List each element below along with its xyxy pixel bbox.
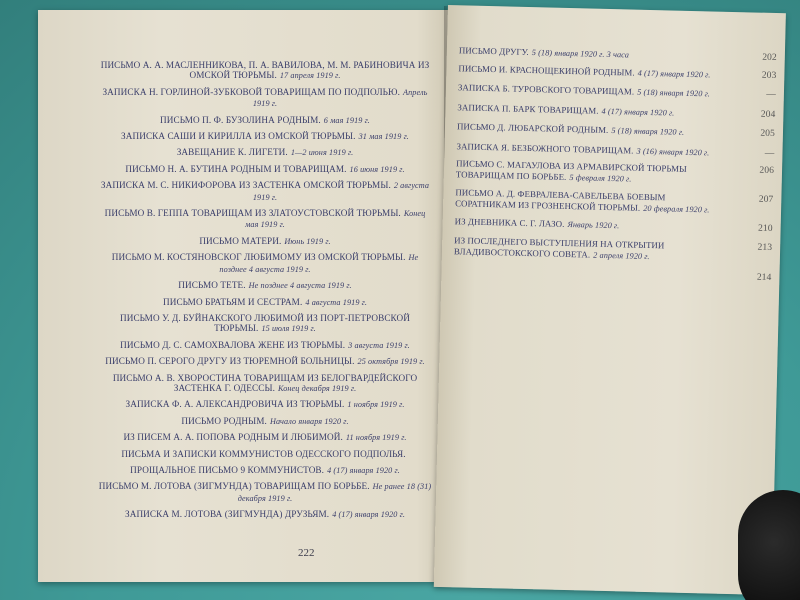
- page-folio: 222: [298, 547, 315, 559]
- toc-entry: [98, 208, 438, 231]
- toc-entry-date: 5 (18) января 1920 г.: [611, 125, 685, 137]
- toc-entry-date: Начало января 1920 г.: [269, 416, 349, 426]
- toc-entry-title: ПИСЬМО Д. ЛЮБАРСКОЙ РОДНЫМ.: [456, 120, 609, 135]
- toc-entry-date: 2 апреля 1920 г.: [593, 250, 650, 261]
- toc-entry-title: ПИСЬМО М. КОСТЯНОВСКОГ ЛЮБИМОМУ ИЗ ОМСКОЙ ТЮРЬМЫ.: [111, 252, 406, 263]
- toc-entry: [98, 115, 438, 126]
- toc-entry: [455, 120, 776, 139]
- toc-entry-title: ЗАПИСКА Ф. А. АЛЕКСАНДРОВИЧА ИЗ ТЮРЬМЫ.: [125, 399, 345, 410]
- toc-entry-date: 15 июля 1919 г.: [261, 324, 316, 334]
- toc-entry-title: ПИСЬМО Д. С. САМОХВАЛОВА ЖЕНЕ ИЗ ТЮРЬМЫ.: [120, 339, 346, 350]
- toc-entry-title: ПИСЬМО И. КРАСНОЩЕКИНОЙ РОДНЫМ.: [458, 63, 635, 78]
- toc-entry-title: ПИСЬМО БРАТЬЯМ И СЕСТРАМ.: [162, 296, 303, 307]
- toc-entry-date: 4 (17) января 1920 г.: [637, 69, 711, 80]
- toc-entry: [98, 509, 438, 520]
- toc-entry-date: 3 (16) января 1920 г.: [636, 146, 710, 158]
- toc-entry-title: ПИСЬМО А. Д. ФЕВРАЛЕВА-САВЕЛЬЕВА БОЕВЫМ СОРАТНИКАМ ИЗ ГРОЗНЕНСКОЙ ТЮРЬМЫ.: [455, 187, 666, 213]
- toc-entry: [98, 131, 438, 142]
- table-of-contents-right: [451, 45, 777, 291]
- toc-entry-title: ПИСЬМО РОДНЫМ.: [181, 415, 267, 426]
- toc-entry: [98, 481, 438, 504]
- toc-entry-title: ИЗ ПИСЕМ А. А. ПОПОВА РОДНЫМ И ЛЮБИМОЙ.: [123, 432, 343, 443]
- table-of-contents-left: [98, 60, 438, 526]
- toc-entry-date: 25 октября 1919 г.: [357, 357, 425, 367]
- toc-entry: [98, 373, 438, 395]
- toc-entry: [98, 164, 438, 175]
- toc-entry-title: ИЗ ПОСЛЕДНЕГО ВЫСТУПЛЕНИЯ НА ОТКРЫТИИ ВЛАДИВОСТОКСКОГО СОВЕТА.: [453, 235, 665, 260]
- toc-entry-date: Не ранее 18 (31) декабря 1919 г.: [237, 482, 432, 503]
- toc-entry: [453, 187, 774, 216]
- toc-entry-page: 205: [760, 128, 776, 139]
- toc-entry-title: ЗАПИСКА П. БАРК ТОВАРИЩАМ.: [457, 102, 599, 116]
- toc-entry: [98, 416, 438, 427]
- toc-entry-title: ЗАПИСКА САШИ И КИРИЛЛА ИЗ ОМСКОЙ ТЮРЬМЫ.: [121, 131, 356, 142]
- toc-entry: [98, 465, 438, 476]
- toc-entry-date: 3 августа 1919 г.: [348, 340, 410, 350]
- toc-entry-title: ПИСЬМО МАТЕРИ.: [199, 235, 282, 246]
- toc-entry-title: ЗАПИСКА Я. БЕЗБОЖНОГО ТОВАРИЩАМ.: [456, 141, 634, 156]
- toc-entry: [98, 236, 438, 247]
- toc-entry-date: Конец мая 1919 г.: [245, 209, 426, 230]
- toc-entry-date: 20 февраля 1920 г.: [643, 203, 710, 215]
- toc-entry: [456, 82, 777, 100]
- toc-entry-page: 204: [760, 109, 776, 121]
- left-page: [38, 10, 450, 582]
- toc-entry-page: 213: [757, 243, 773, 254]
- toc-entry: [98, 399, 438, 410]
- toc-entry-title: ПРОЩАЛЬНОЕ ПИСЬМО 9 КОММУНИСТОВ.: [130, 464, 325, 475]
- toc-entry-date: Июнь 1919 г.: [284, 236, 331, 246]
- toc-entry-date: 4 (17) января 1920 г.: [601, 107, 675, 118]
- toc-entry-date: 31 мая 1919 г.: [358, 132, 409, 142]
- toc-entry: [98, 252, 438, 275]
- toc-entry-title: ПИСЬМО П. СЕРОГО ДРУГУ ИЗ ТЮРЕМНОЙ БОЛЬНИЦЫ.: [105, 356, 355, 367]
- toc-entry-title: ПИСЬМО А. В. ХВОРОСТИНА ТОВАРИЩАМ ИЗ БЕЛОГВАРДЕЙСКОГО ЗАСТЕНКА Г. ОДЕССЫ.: [112, 372, 418, 393]
- toc-entry: [457, 45, 777, 64]
- toc-entry: [454, 158, 775, 188]
- toc-entry: [451, 265, 772, 284]
- toc-entry-date: Апрель 1919 г.: [252, 87, 428, 109]
- toc-entry-title: ПИСЬМО С. МАГАУЛОВА ИЗ АРМАВИРСКОЙ ТЮРЬМЫ ТОВАРИЩАМ ПО БОРЬБЕ.: [455, 158, 688, 182]
- toc-entry-page: 203: [761, 71, 777, 82]
- toc-entry: [98, 60, 438, 82]
- toc-entry-date: Не позднее 4 августа 1919 г.: [248, 281, 352, 291]
- toc-entry-title: ЗАПИСКА Н. ГОРЛИНОЙ-ЗУБКОВОЙ ТОВАРИЩАМ ПО ПОДПОЛЬЮ.: [102, 86, 400, 97]
- toc-entry: [98, 356, 438, 367]
- toc-entry: [98, 297, 438, 308]
- toc-entry-title: ПИСЬМО У. Д. БУЙНАКСКОГО ЛЮБИМОЙ ИЗ ПОРТ-ПЕТРОВСКОЙ ТЮРЬМЫ.: [119, 312, 411, 334]
- toc-entry-page: 207: [758, 194, 774, 206]
- toc-entry: [98, 449, 438, 460]
- toc-entry-date: 11 ноября 1919 г.: [345, 433, 407, 443]
- toc-entry-title: ИЗ ДНЕВНИКА С. Г. ЛАЗО.: [454, 216, 565, 229]
- toc-entry-title: ПИСЬМО ТЕТЕ.: [178, 280, 246, 291]
- toc-entry-page: —: [766, 89, 777, 100]
- toc-entry-title: ПИСЬМО А. А. МАСЛЕННИКОВА, П. А. ВАВИЛОВА, М. М. РАБИНОВИЧА ИЗ ОМСКОЙ ТЮРЬМЫ.: [100, 60, 430, 81]
- toc-entry: [456, 63, 777, 82]
- toc-entry-date: 5 февраля 1920 г.: [569, 172, 632, 184]
- toc-entry-date: 4 августа 1919 г.: [305, 297, 368, 307]
- toc-entry: [98, 87, 438, 110]
- toc-entry-page: —: [764, 148, 775, 160]
- toc-entry-title: ПИСЬМО П. Ф. БУЗОЛИНА РОДНЫМ.: [160, 114, 321, 125]
- toc-entry: [98, 280, 438, 291]
- toc-entry: [452, 235, 773, 265]
- toc-entry-date: 4 (17) января 1920 г.: [327, 465, 400, 475]
- toc-entry-date: Конец декабря 1919 г.: [277, 383, 357, 393]
- toc-entry: [98, 180, 438, 203]
- toc-entry: [453, 216, 773, 235]
- toc-entry: [98, 147, 438, 158]
- toc-entry-date: Январь 1920 г.: [567, 220, 620, 231]
- toc-entry-date: 1—2 июня 1919 г.: [290, 148, 354, 158]
- toc-entry-title: ЗАПИСКА М. С. НИКИФОРОВА ИЗ ЗАСТЕНКА ОМСКОЙ ТЮРЬМЫ.: [100, 180, 391, 191]
- toc-entry: [455, 102, 776, 121]
- toc-entry-title: ЗАПИСКА Б. ТУРОВСКОГО ТОВАРИЩАМ.: [457, 82, 635, 97]
- toc-entry-date: 2 августа 1919 г.: [252, 181, 430, 202]
- toc-entry-date: 1 ноября 1919 г.: [347, 400, 405, 410]
- toc-entry-page: 214: [756, 272, 772, 284]
- toc-entry-date: 5 (18) января 1920 г. 3 часа: [531, 48, 630, 60]
- toc-entry-page: 206: [759, 166, 775, 177]
- toc-entry-title: ПИСЬМО М. ЛОТОВА (ЗИГМУНДА) ТОВАРИЩАМ ПО БОРЬБЕ.: [98, 481, 370, 492]
- toc-entry: [454, 141, 775, 160]
- toc-entry-title: ПИСЬМО ДРУГУ.: [458, 45, 529, 57]
- toc-entry-date: Не позднее 4 августа 1919 г.: [219, 253, 419, 274]
- toc-entry: [98, 313, 438, 335]
- dark-object: [738, 490, 800, 600]
- toc-entry-date: 17 апреля 1919 г.: [279, 71, 341, 81]
- toc-entry-date: 5 (18) января 1920 г.: [637, 87, 711, 99]
- toc-entry-title: ПИСЬМА И ЗАПИСКИ КОММУНИСТОВ ОДЕССКОГО ПОДПОЛЬЯ.: [121, 448, 406, 459]
- toc-entry: [98, 340, 438, 351]
- toc-entry-title: ЗАВЕЩАНИЕ К. ЛИГЕТИ.: [176, 147, 288, 158]
- toc-entry: [98, 432, 438, 443]
- toc-entry-page: 202: [762, 52, 777, 64]
- toc-entry-date: 4 (17) января 1920 г.: [332, 510, 405, 520]
- right-page: [434, 5, 786, 595]
- toc-entry-title: ЗАПИСКА М. ЛОТОВА (ЗИГМУНДА) ДРУЗЬЯМ.: [125, 509, 330, 520]
- toc-entry-date: 6 мая 1919 г.: [323, 115, 370, 125]
- toc-entry-date: 16 июня 1919 г.: [349, 164, 405, 174]
- toc-entry-page: 210: [757, 223, 773, 235]
- toc-entry-title: ПИСЬМО В. ГЕППА ТОВАРИЩАМ ИЗ ЗЛАТОУСТОВСКОЙ ТЮРЬМЫ.: [104, 208, 401, 219]
- toc-entry-title: ПИСЬМО Н. А. БУТИНА РОДНЫМ И ТОВАРИЩАМ.: [125, 163, 347, 174]
